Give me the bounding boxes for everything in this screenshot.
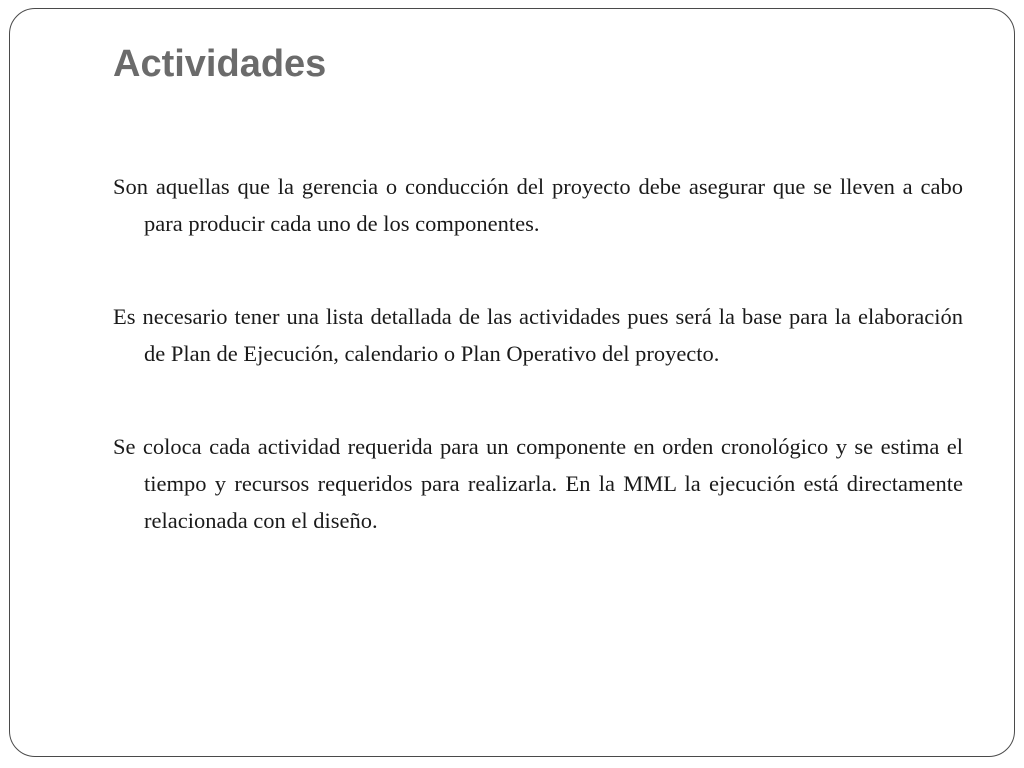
paragraph-definition: Son aquellas que la gerencia o conducción del proyecto debe asegurar que se lleven a cabo para producir cada uno de los componentes. (113, 174, 963, 236)
paragraph-activity-list: Es necesario tener una lista detallada de las actividades pues será la base para la elaboración de Plan de Ejecución, calendario o Plan Operativo del proyecto. (113, 304, 963, 366)
paragraph-chronological-order: Se coloca cada actividad requerida para un componente en orden cronológico y se estima el tiempo y recursos requeridos para realizarla. En la MML la ejecución está directamente relacionada con el diseño. (113, 434, 963, 533)
slide-title: Actividades (113, 43, 327, 85)
slide-body (113, 168, 963, 595)
